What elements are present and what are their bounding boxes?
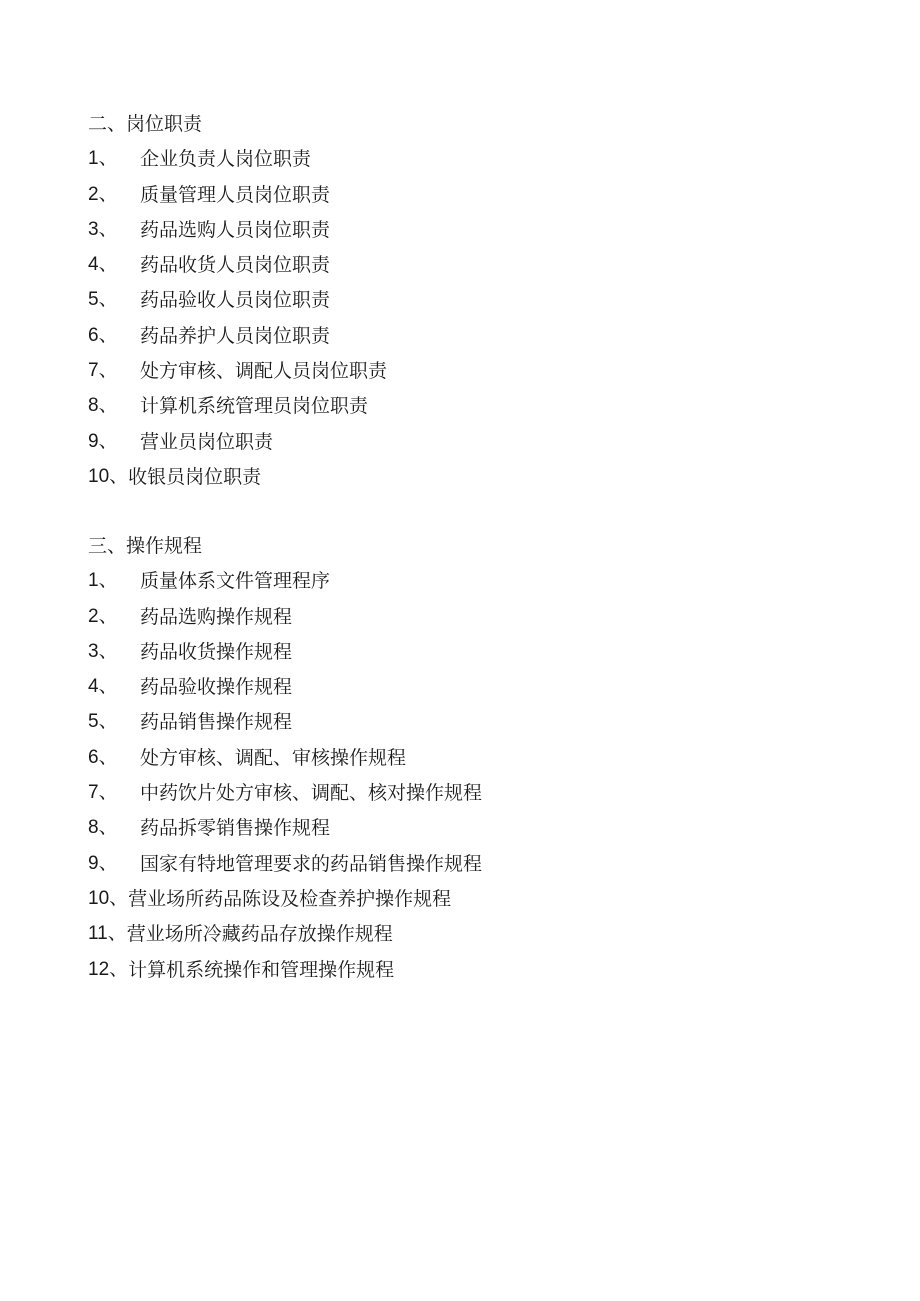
item-text: 药品选购操作规程 (140, 605, 293, 628)
item-text: 质量管理人员岗位职责 (140, 183, 331, 206)
list-item (88, 744, 848, 779)
item-text: 药品选购人员岗位职责 (140, 218, 331, 241)
item-text: 药品验收操作规程 (140, 676, 293, 699)
item-text: 国家有特地管理要求的药品销售操作规程 (140, 852, 483, 875)
section-job-duties (88, 110, 848, 498)
item-text: 企业负责人岗位职责 (140, 148, 312, 171)
list-item (88, 708, 848, 743)
item-number: 1、 (88, 570, 118, 592)
item-number: 4、 (88, 254, 118, 276)
item-text: 处方审核、调配、审核操作规程 (140, 746, 407, 769)
list-item (88, 181, 848, 216)
item-text: 计算机系统操作和管理操作规程 (128, 958, 395, 981)
item-number: 6、 (88, 324, 118, 346)
list-item (88, 603, 848, 638)
item-number: 4、 (88, 676, 118, 698)
item-number: 7、 (88, 360, 118, 382)
item-text: 药品收货人员岗位职责 (140, 254, 331, 277)
list-item (88, 286, 848, 321)
item-text: 营业场所冷藏药品存放操作规程 (126, 923, 393, 946)
item-number: 6、 (88, 746, 118, 768)
item-number: 10、 (88, 465, 129, 487)
item-number: 5、 (88, 289, 118, 311)
item-text: 营业场所药品陈设及检查养护操作规程 (128, 887, 452, 910)
list-item (88, 251, 848, 286)
list-item (88, 216, 848, 251)
item-text: 质量体系文件管理程序 (140, 570, 331, 593)
section-heading: 二、岗位职责 (88, 113, 203, 135)
list-item (88, 920, 848, 955)
item-number: 9、 (88, 430, 118, 452)
list-item (88, 638, 848, 673)
item-number: 10、 (88, 887, 129, 909)
item-number: 5、 (88, 711, 118, 733)
list-item (88, 463, 848, 498)
item-number: 12、 (88, 958, 129, 980)
item-text: 药品养护人员岗位职责 (140, 324, 331, 347)
item-number: 9、 (88, 852, 118, 874)
item-text: 药品收货操作规程 (140, 640, 293, 663)
item-text: 营业员岗位职责 (140, 430, 274, 453)
list-item (88, 145, 848, 180)
list-item (88, 956, 848, 991)
item-number: 2、 (88, 605, 118, 627)
item-text: 药品销售操作规程 (140, 711, 293, 734)
item-number: 8、 (88, 817, 118, 839)
item-text: 中药饮片处方审核、调配、核对操作规程 (140, 782, 483, 805)
section-heading: 三、操作规程 (88, 535, 203, 557)
item-number: 7、 (88, 782, 118, 804)
list-item (88, 885, 848, 920)
list-item (88, 567, 848, 602)
item-number: 3、 (88, 218, 118, 240)
item-text: 处方审核、调配人员岗位职责 (140, 360, 388, 383)
list-item (88, 428, 848, 463)
list-item (88, 357, 848, 392)
item-text: 收银员岗位职责 (128, 465, 262, 488)
item-text: 药品拆零销售操作规程 (140, 817, 331, 840)
item-number: 1、 (88, 148, 118, 170)
section-operating-procedures (88, 532, 848, 991)
list-item (88, 850, 848, 885)
item-text: 计算机系统管理员岗位职责 (140, 395, 369, 418)
list-item (88, 322, 848, 357)
list-item (88, 392, 848, 427)
item-number: 3、 (88, 640, 118, 662)
list-item (88, 673, 848, 708)
item-number: 8、 (88, 395, 118, 417)
item-number: 11、 (88, 923, 127, 945)
item-number: 2、 (88, 183, 118, 205)
list-item (88, 814, 848, 849)
list-item (88, 779, 848, 814)
item-text: 药品验收人员岗位职责 (140, 289, 331, 312)
